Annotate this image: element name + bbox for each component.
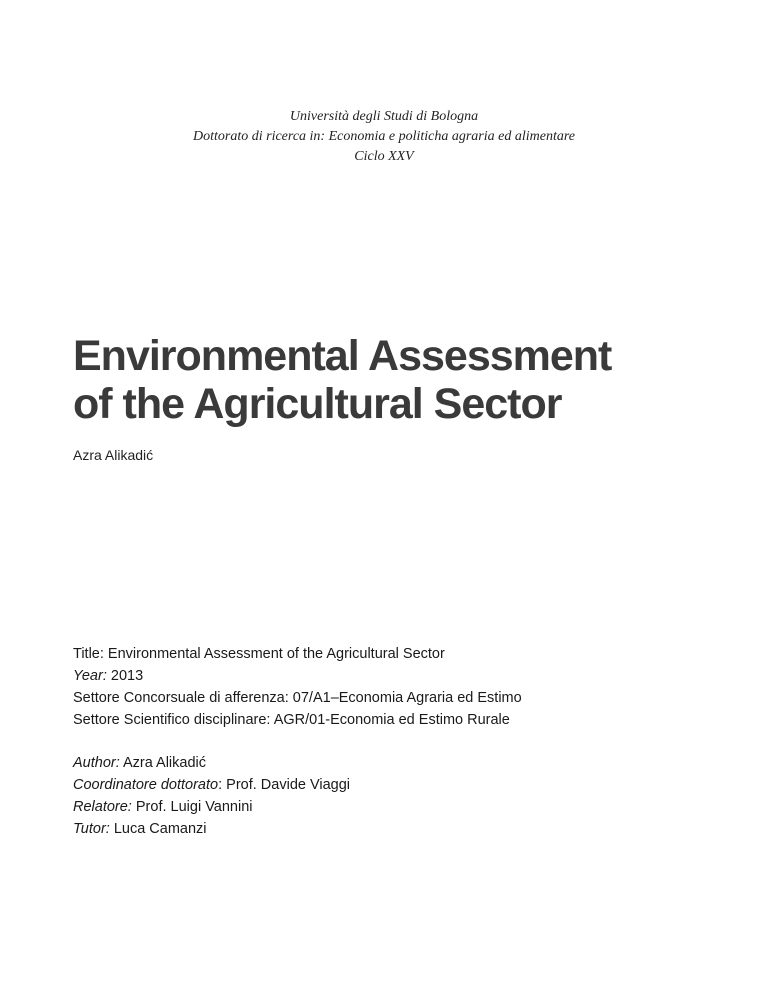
thesis-title-line-1: Environmental Assessment [73,332,612,380]
people-coordinator-label: Coordinatore dottorato [73,777,219,793]
meta-settore-scientifico-value: AGR/01-Economia ed Estimo Rurale [273,712,510,728]
meta-title-label: Title: [73,646,104,662]
thesis-metadata [73,643,713,840]
people-author-row [73,752,713,774]
people-tutor-label: Tutor: [73,821,110,837]
thesis-title [73,332,713,428]
university-name: Università degli Studi di Bologna [289,109,479,124]
people-author-label: Author: [73,755,120,771]
people-coordinator-colon: : [218,777,227,793]
meta-year-row [73,665,713,687]
doctoral-program: Dottorato di ricerca in: Economia e politicha agraria ed alimentare [193,129,575,144]
people-relatore-row [73,796,713,818]
meta-settore-scientifico-row [73,709,713,731]
people-tutor-value: Luca Camanzi [113,821,207,837]
meta-title-row [73,643,713,665]
document-header [0,107,768,167]
people-relatore-value: Prof. Luigi Vannini [135,799,253,815]
people-relatore-label: Relatore: [73,799,132,815]
author-name: Azra Alikadić [73,447,154,463]
meta-settore-concorsuale-row [73,687,713,709]
thesis-title-line-2: of the Agricultural Sector [73,380,562,428]
section-spacer [73,731,713,752]
people-coordinator-value: Prof. Davide Viaggi [226,777,351,793]
meta-settore-concorsuale-label: Settore Concorsuale di afferenza: [73,690,289,706]
meta-settore-concorsuale-value: 07/A1–Economia Agraria ed Estimo [292,690,522,706]
people-tutor-row [73,818,713,840]
meta-year-label: Year: [73,668,107,684]
meta-settore-scientifico-label: Settore Scientifico disciplinare: [73,712,271,728]
meta-year-value: 2013 [110,668,144,684]
people-author-value: Azra Alikadić [122,755,206,771]
meta-title-value: Environmental Assessment of the Agricultural Sector [107,646,445,662]
cycle-number: Ciclo XXV [354,149,414,164]
people-coordinator-row [73,774,713,796]
title-block [73,332,713,464]
